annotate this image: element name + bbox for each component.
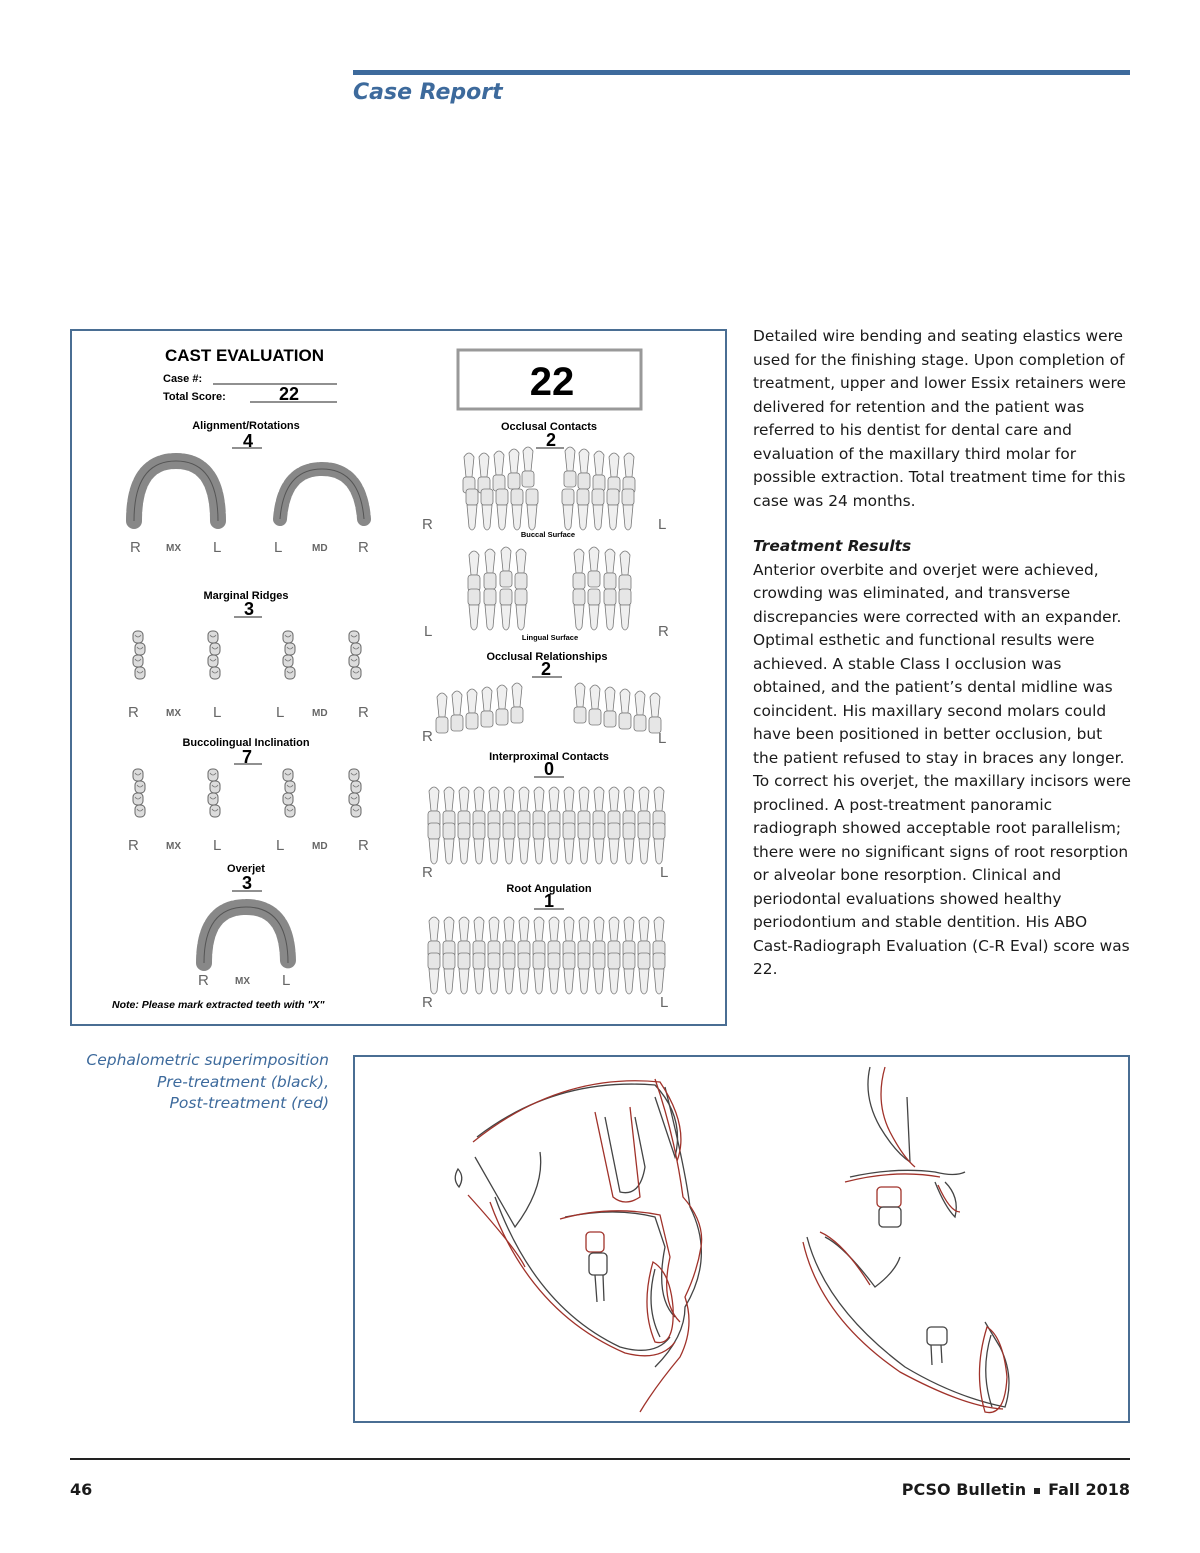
category-marginal-label: Marginal Ridges — [203, 590, 289, 602]
body-paragraph: Anterior overbite and overjet were achieved, crowding was eliminated, and transverse discrepancies were corrected with an expander. Optimal esthetic and functional results were achieved. A stable Class I occlusion was obtained, and the patient’s dental midline was coincident. His maxillary second molars could have been positioned in better occlusion, but the patient refused to stay in braces any longer. To correct his overjet, the maxillary incisors were proclined. A post-treatment panoramic radiograph showed acceptable root parallelism; there were no significant signs of root resorption or alveolar bone resorption. Clinical and periodontal evaluations showed healthy periodontium and stable dentition. His ABO Cast-Radiograph Evaluation (C-R Eval) score was 22. — [753, 560, 1131, 978]
header-rule — [353, 70, 1130, 75]
caption-line: Post-treatment (red) — [169, 1094, 329, 1112]
label-mx: MX — [166, 543, 181, 554]
interproximal-contacts-illustration — [428, 787, 665, 864]
label-mx: MX — [235, 976, 250, 987]
category-root-angulation-label: Root Angulation — [506, 883, 592, 895]
caption-line: Cephalometric superimposition — [86, 1051, 329, 1069]
label-l: L — [213, 704, 222, 721]
label-r: R — [658, 623, 669, 640]
label-r: R — [128, 704, 139, 721]
section-heading: Treatment Results — [753, 537, 912, 555]
label-r: R — [358, 539, 369, 556]
category-alignment-label: Alignment/Rotations — [192, 420, 300, 432]
label-r: R — [358, 837, 369, 854]
extraction-note: Note: Please mark extracted teeth with "X" — [112, 999, 325, 1011]
category-occlusal-contacts-score: 2 — [545, 430, 557, 450]
footer-rule — [70, 1458, 1130, 1460]
body-paragraph: Detailed wire bending and seating elastics were used for the finishing stage. Upon completion of treatment, upper and lower Essix retainers were delivered for retention and the patient was referred to his dentist for dental care and evaluation of the maxillary third molar for possible extraction. Total treatment time for this case was 24 months. — [753, 327, 1127, 510]
label-l: L — [213, 837, 222, 854]
marginal-ridges-illustration — [133, 631, 361, 679]
mandibular-arch-illustration — [280, 469, 364, 519]
overjet-arch-illustration — [204, 907, 288, 963]
total-label: Total Score: — [163, 391, 226, 403]
label-r: R — [128, 837, 139, 854]
label-mx: MX — [166, 708, 181, 719]
maxillary-arch-illustration — [134, 461, 218, 521]
full-face-tracing — [455, 1079, 701, 1412]
root-angulation-illustration — [428, 917, 665, 994]
category-overjet-label: Overjet — [227, 863, 265, 875]
body-text-column — [753, 325, 1131, 982]
label-l: L — [424, 623, 433, 640]
category-buccolingual-score: 7 — [241, 747, 253, 767]
separator-square — [1034, 1488, 1040, 1494]
category-buccolingual-label: Buccolingual Inclination — [182, 737, 310, 749]
category-overjet-score: 3 — [241, 873, 253, 893]
journal-issue: Fall 2018 — [1048, 1480, 1130, 1499]
cephalometric-superimposition-figure — [353, 1055, 1130, 1423]
big-score: 22 — [529, 360, 575, 404]
label-l: L — [658, 516, 667, 533]
cast-title: CAST EVALUATION — [165, 346, 324, 365]
category-alignment-score: 4 — [242, 431, 254, 451]
label-md: MD — [312, 543, 328, 554]
label-md: MD — [312, 708, 328, 719]
buccolingual-illustration — [133, 769, 361, 817]
journal-footer — [902, 1480, 1130, 1499]
total-score: 22 — [279, 384, 300, 404]
journal-name: PCSO Bulletin — [901, 1480, 1027, 1499]
page-number: 46 — [70, 1480, 93, 1499]
label-r: R — [422, 516, 433, 533]
category-root-angulation-score: 1 — [543, 891, 555, 911]
label-md: MD — [312, 841, 328, 852]
label-r: R — [198, 972, 209, 989]
label-l: L — [658, 730, 667, 747]
occlusal-contacts-buccal-illustration — [463, 447, 635, 530]
label-l: L — [276, 837, 285, 854]
label-r: R — [422, 728, 433, 745]
label-l: L — [660, 994, 669, 1011]
category-interproximal-label: Interproximal Contacts — [489, 751, 609, 763]
category-occlusal-contacts-label: Occlusal Contacts — [501, 421, 597, 433]
buccal-surface-label: Buccal Surface — [520, 530, 576, 539]
category-interproximal-score: 0 — [543, 759, 555, 779]
label-l: L — [660, 864, 669, 881]
occlusal-relationships-illustration — [436, 683, 661, 733]
lingual-surface-label: Lingual Surface — [521, 633, 579, 642]
label-l: L — [282, 972, 291, 989]
label-l: L — [274, 539, 283, 556]
label-r: R — [422, 994, 433, 1011]
label-l: L — [213, 539, 222, 556]
occlusal-contacts-lingual-illustration — [468, 547, 631, 630]
figure-caption — [70, 1050, 329, 1115]
label-r: R — [130, 539, 141, 556]
section-title: Case Report — [353, 80, 503, 105]
caption-line: Pre-treatment (black), — [156, 1072, 329, 1091]
label-mx: MX — [166, 841, 181, 852]
case-label: Case #: — [163, 373, 203, 385]
label-l: L — [276, 704, 285, 721]
label-r: R — [358, 704, 369, 721]
cast-evaluation-figure — [70, 329, 727, 1026]
category-occlusal-relationships-score: 2 — [540, 659, 552, 679]
category-marginal-score: 3 — [243, 599, 255, 619]
label-r: R — [422, 864, 433, 881]
category-occlusal-relationships-label: Occlusal Relationships — [486, 651, 608, 663]
regional-superimposition-tracing — [803, 1067, 1009, 1413]
